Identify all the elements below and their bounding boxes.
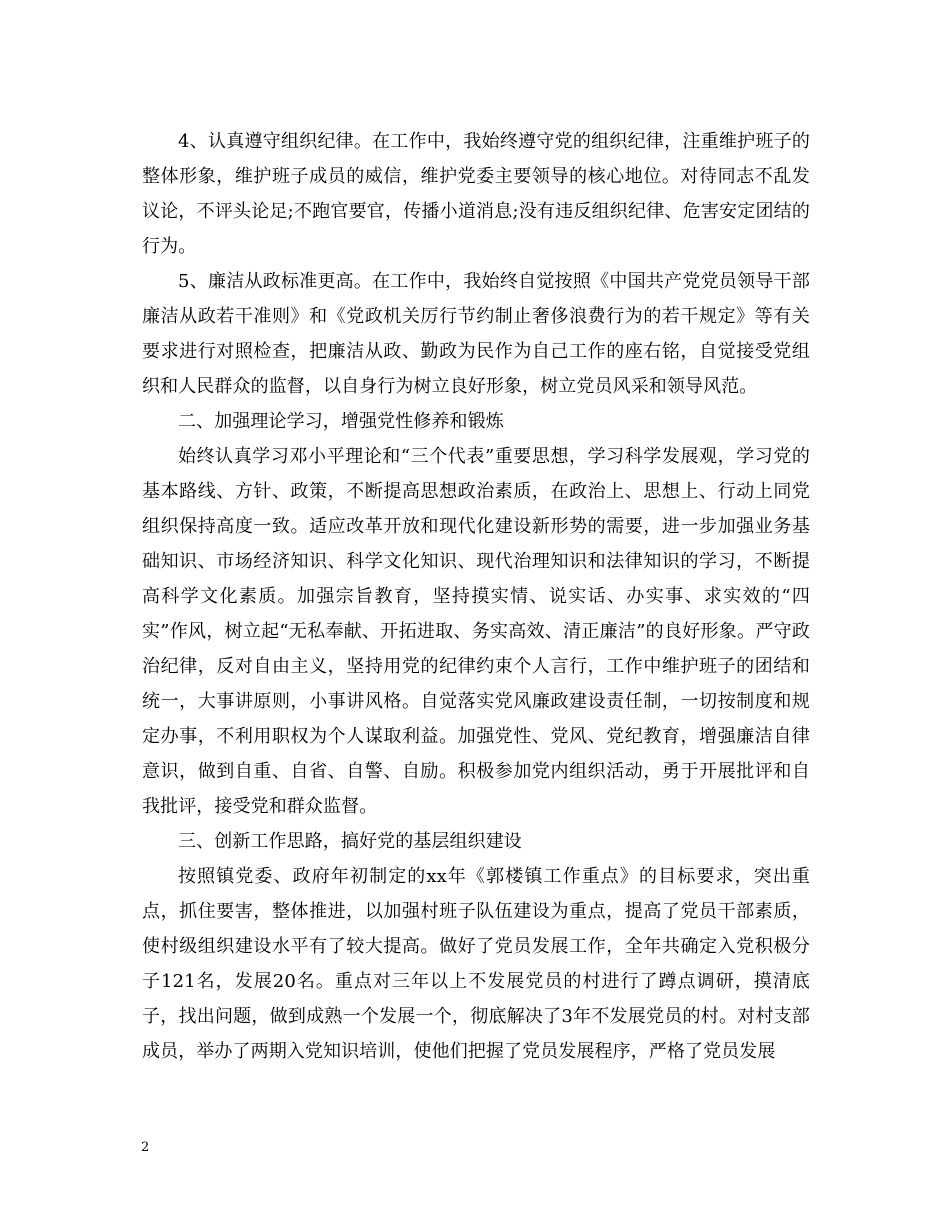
- paragraph-grassroots: 按照镇党委、政府年初制定的xx年《郭楼镇工作重点》的目标要求，突出重点，抓住要害，整体推进，以加强村班子队伍建设为重点，提高了党员干部素质，使村级组织建设水平有了较大提高。做好了党员发展工作，全年共确定入党积极分子121名，发展20名。重点对三年以上不发展党员的村进行了蹲点调研，摸清底子，找出问题，做到成熟一个发展一个，彻底解决了3年不发展党员的村。对村支部成员，举办了两期入党知识培训，使他们把握了党员发展程序，严格了党员发展: [142, 866, 810, 1062]
- section-heading-grassroots: 三、创新工作思路，搞好党的基层组织建设: [178, 831, 522, 852]
- section-heading-theory-study: 二、加强理论学习，增强党性修养和锻炼: [178, 411, 504, 432]
- paragraph-theory-study: 始终认真学习邓小平理论和“三个代表”重要思想，学习科学发展观，学习党的基本路线、方针、政策，不断提高思想政治素质，在政治上、思想上、行动上同党组织保持高度一致。适应改革开放和现代化建设新形势的需要，进一步加强业务基础知识、市场经济知识、科学文化知识、现代治理知识和法律知识的学习，不断提高科学文化素质。加强宗旨教育，坚持摸实情、说实话、办实事、求实效的“四实”作风，树立起“无私奉献、开拓进取、务实高效、清正廉洁”的良好形象。严守政治纪律，反对自由主义，坚持用党的纪律约束个人言行，工作中维护班子的团结和统一，大事讲原则，小事讲风格。自觉落实党风廉政建设责任制，一切按制度和规定办事，不利用职权为个人谋取利益。加强党性、党风、党纪教育，增强廉洁自律意识，做到自重、自省、自警、自励。积极参加党内组织活动，勇于开展批评和自我批评，接受党和群众监督。: [142, 446, 810, 817]
- paragraph-discipline: 4、认真遵守组织纪律。在工作中，我始终遵守党的组织纪律，注重维护班子的整体形象，维护班子成员的威信，维护党委主要领导的核心地位。对待同志不乱发议论，不评头论足;不跑官要官，传播小道消息;没有违反组织纪律、危害安定团结的行为。: [142, 131, 810, 257]
- page-number: 2: [141, 1140, 150, 1155]
- document-body: [142, 124, 810, 1069]
- paragraph-integrity: 5、廉洁从政标准更高。在工作中，我始终自觉按照《中国共产党党员领导干部廉洁从政若干准则》和《党政机关厉行节约制止奢侈浪费行为的若干规定》等有关要求进行对照检查，把廉洁从政、勤政为民作为自己工作的座右铭，自觉接受党组织和人民群众的监督，以自身行为树立良好形象，树立党员风采和领导风范。: [142, 271, 810, 397]
